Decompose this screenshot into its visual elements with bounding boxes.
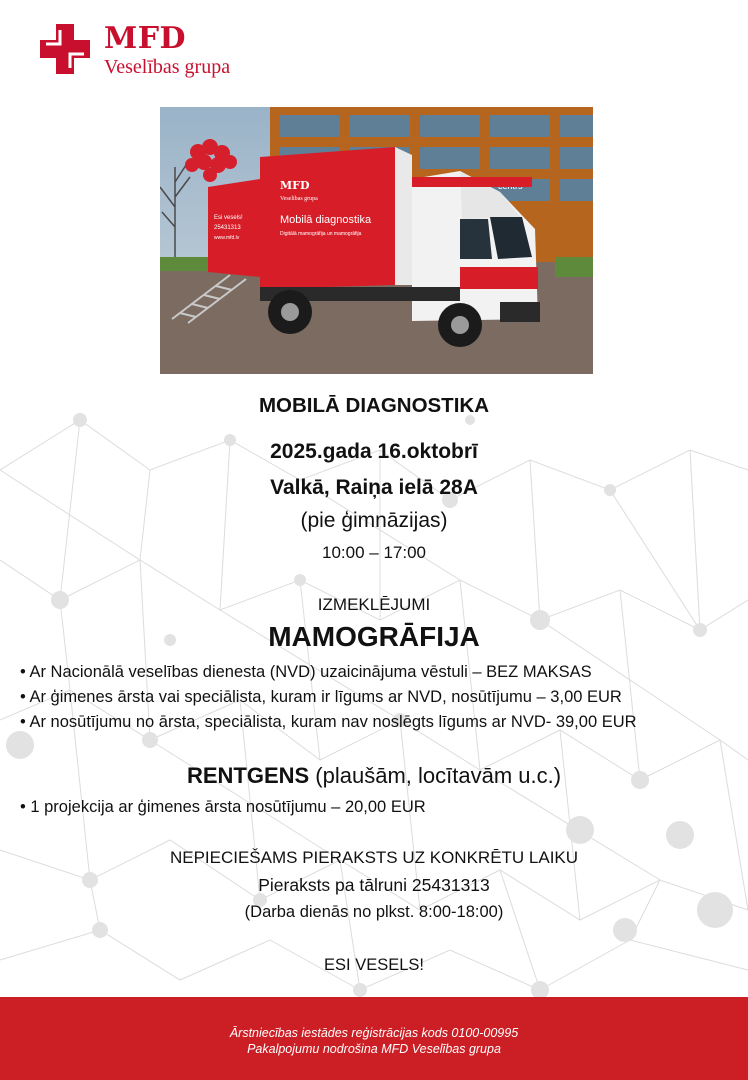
van-door-slogan: Esi vesels! [214, 215, 243, 221]
event-location-note: (pie ģimnāzijas) [300, 509, 448, 532]
event-address: Valkā, Raiņa ielā 28A [270, 476, 478, 499]
red-cross-icon [40, 24, 90, 74]
xray-price-list [20, 795, 426, 820]
logo-subtitle: Veselības grupa [104, 56, 231, 78]
event-time: 10:00 – 17:00 [322, 543, 426, 562]
booking-phone: Pieraksts pa tālruni 25431313 [258, 875, 490, 895]
footer-provider: Pakalpojumu nodrošina MFD Veselības grupa [247, 1042, 501, 1056]
closing-slogan: ESI VESELS! [324, 956, 424, 974]
footer-registration: Ārstniecības iestādes reģistrācijas kods 0100-00995 [229, 1026, 519, 1040]
footer-bar [0, 997, 748, 1080]
booking-notice: NEPIECIEŠAMS PIERAKSTS UZ KONKRĒTU LAIKU [169, 848, 579, 867]
booking-hours: (Darba dienās no plkst. 8:00-18:00) [244, 903, 504, 921]
list-item: • 1 projekcija ar ģimenes ārsta nosūtījumu – 20,00 EUR [20, 795, 426, 820]
list-item: • Ar nosūtījumu no ārsta, speciālista, kuram nav noslēgts līgums ar NVD- 39,00 EUR [20, 710, 637, 735]
exams-heading: IZMEKLĒJUMI [317, 595, 431, 614]
mfd-logo [40, 21, 231, 78]
xray-heading [0, 763, 748, 789]
mobile-diagnostics-van-photo [160, 107, 593, 374]
mammography-price-list [20, 660, 637, 735]
xray-title: RENTGENS [186, 763, 310, 788]
list-item: • Ar ģimenes ārsta vai speciālista, kuram ir līgums ar NVD, nosūtījumu – 3,00 EUR [20, 685, 637, 710]
van-brand: MFD [280, 179, 310, 192]
van-subtitle: Digitālā mamogrāfija un mamogrāfija [280, 231, 362, 237]
van-title: Mobilā diagnostika [280, 214, 372, 226]
van-brand-subtitle: Veselības grupa [280, 196, 318, 202]
list-item: • Ar Nacionālā veselības dienesta (NVD) uzaicinājuma vēstuli – BEZ MAKSAS [20, 660, 637, 685]
event-date: 2025.gada 16.oktobrī [270, 440, 478, 463]
mammography-title: MAMOGRĀFIJA [268, 621, 480, 652]
event-title: MOBILĀ DIAGNOSTIKA [258, 394, 490, 417]
van-door-phone: 25431313 [214, 225, 241, 231]
van-door-web: www.mfd.lv [214, 235, 240, 241]
xray-title-note: (plaušām, locītavām u.c.) [309, 763, 562, 788]
logo-name: MFD [104, 21, 187, 56]
